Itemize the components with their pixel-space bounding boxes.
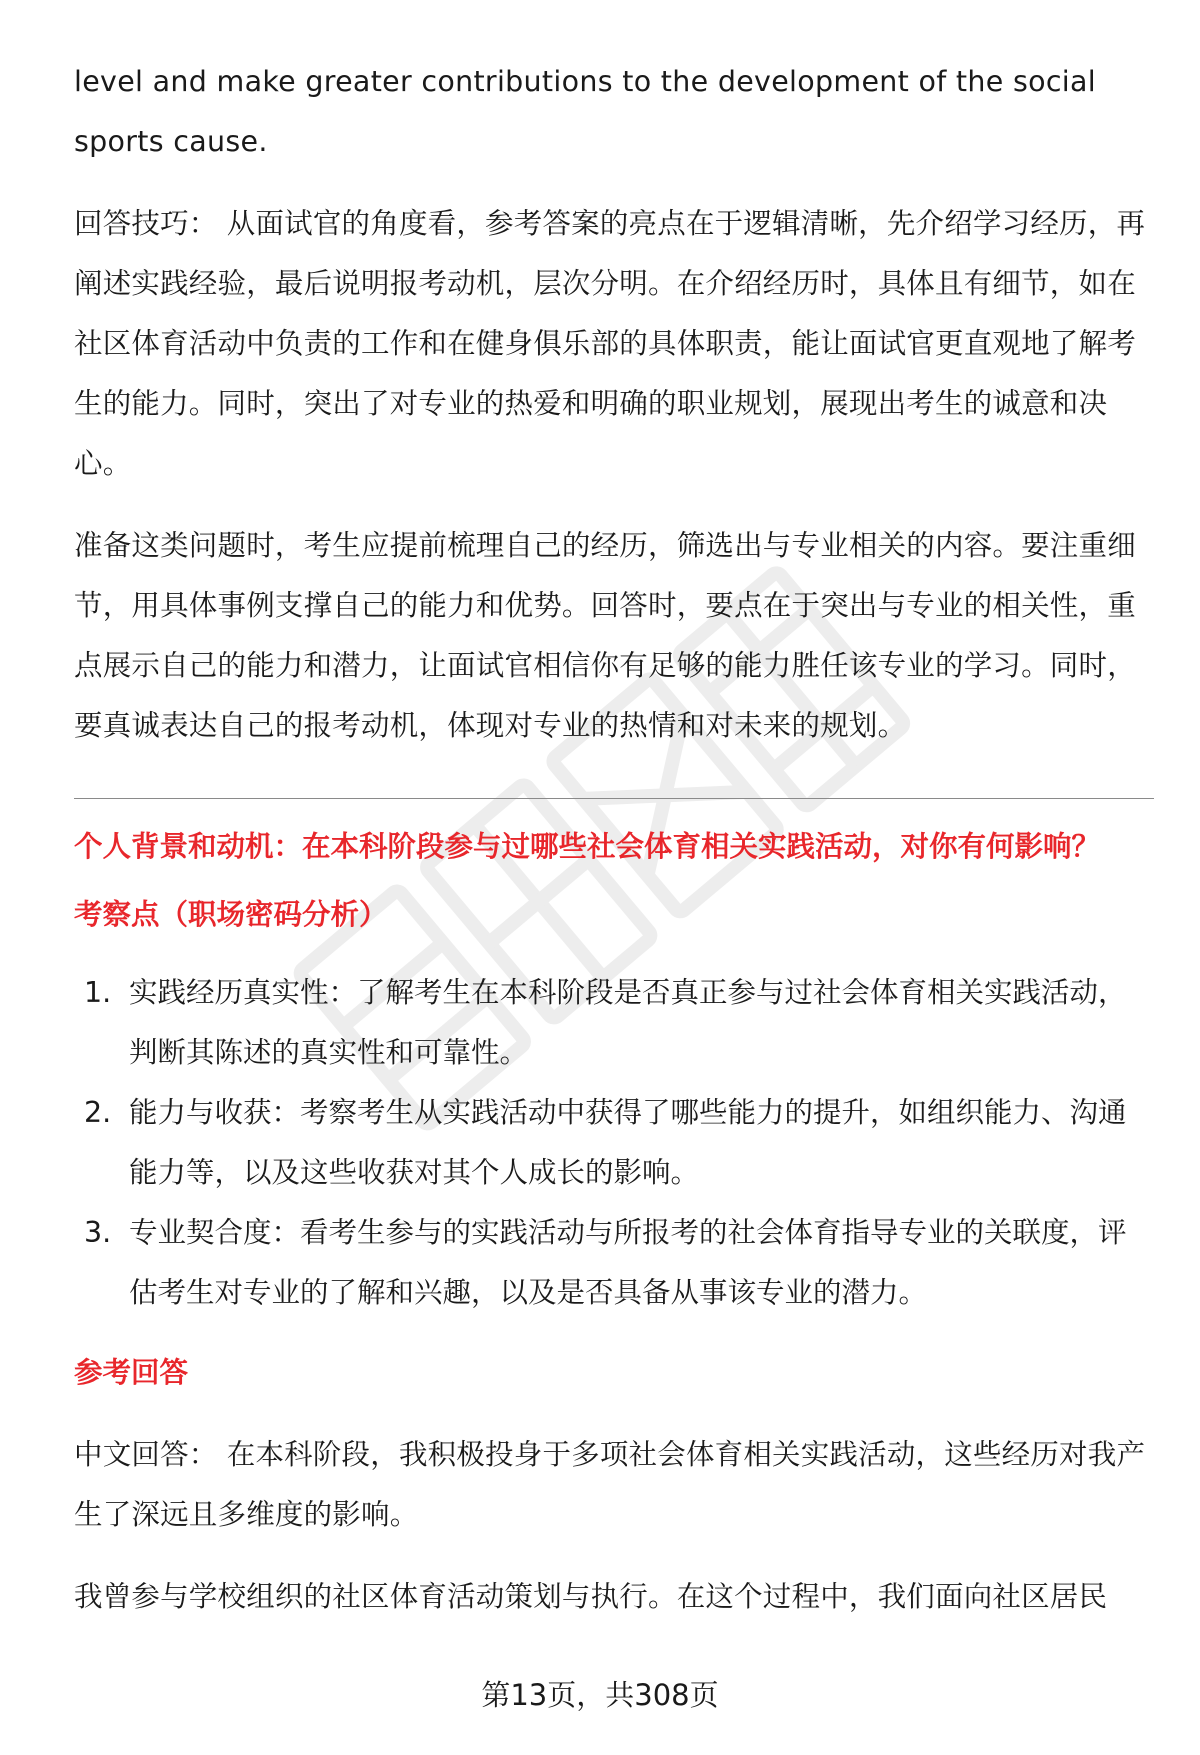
list-item-number: 1. bbox=[84, 976, 112, 1009]
list-item bbox=[74, 1203, 1154, 1323]
list-item-text: 能力与收获：考察考生从实践活动中获得了哪些能力的提升，如组织能力、沟通能力等，以及这些收获对其个人成长的影响。 bbox=[129, 1096, 1127, 1189]
question-title: 个人背景和动机：在本科阶段参与过哪些社会体育相关实践活动，对你有何影响？ bbox=[74, 830, 1101, 863]
section-divider bbox=[74, 798, 1154, 799]
assessment-points-list bbox=[74, 963, 1154, 1323]
answer-continuation-paragraph: 我曾参与学校组织的社区体育活动策划与执行。在这个过程中，我们面向社区居民 bbox=[74, 1580, 1108, 1613]
assessment-points-heading: 考察点（职场密码分析） bbox=[74, 898, 388, 931]
list-item bbox=[74, 1083, 1154, 1203]
page-number-footer: 第13页，共308页 bbox=[481, 1678, 719, 1712]
list-item-number: 3. bbox=[84, 1216, 112, 1249]
list-item bbox=[74, 963, 1154, 1083]
reference-answer-heading: 参考回答 bbox=[74, 1356, 189, 1389]
preparation-paragraph: 准备这类问题时，考生应提前梳理自己的经历，筛选出与专业相关的内容。要注重细节，用具体事例支撑自己的能力和优势。回答时，要点在于突出与专业的相关性，重点展示自己的能力和潜力，让面试官相信你有足够的能力胜任该专业的学习。同时，要真诚表达自己的报考动机，体现对专业的热情和对未来的规划。 bbox=[74, 529, 1136, 742]
answer-tips-paragraph: 回答技巧： 从面试官的角度看，参考答案的亮点在于逻辑清晰，先介绍学习经历，再阐述实践经验，最后说明报考动机，层次分明。在介绍经历时，具体且有细节，如在社区体育活动中负责的工作和在健身俱乐部的具体职责，能让面试官更直观地了解考生的能力。同时，突出了对专业的热爱和明确的职业规划，展现出考生的诚意和决心。 bbox=[74, 207, 1146, 480]
intro-english-paragraph: level and make greater contributions to the development of the social sports cause. bbox=[74, 65, 1096, 158]
list-item-text: 专业契合度：看考生参与的实践活动与所报考的社会体育指导专业的关联度，评估考生对专业的了解和兴趣，以及是否具备从事该专业的潜力。 bbox=[129, 1216, 1127, 1309]
list-item-number: 2. bbox=[84, 1096, 112, 1129]
document-page bbox=[74, 52, 1154, 1627]
list-item-text: 实践经历真实性：了解考生在本科阶段是否真正参与过社会体育相关实践活动，判断其陈述的真实性和可靠性。 bbox=[129, 976, 1127, 1069]
chinese-answer-paragraph: 中文回答： 在本科阶段，我积极投身于多项社会体育相关实践活动，这些经历对我产生了深远且多维度的影响。 bbox=[74, 1438, 1146, 1531]
